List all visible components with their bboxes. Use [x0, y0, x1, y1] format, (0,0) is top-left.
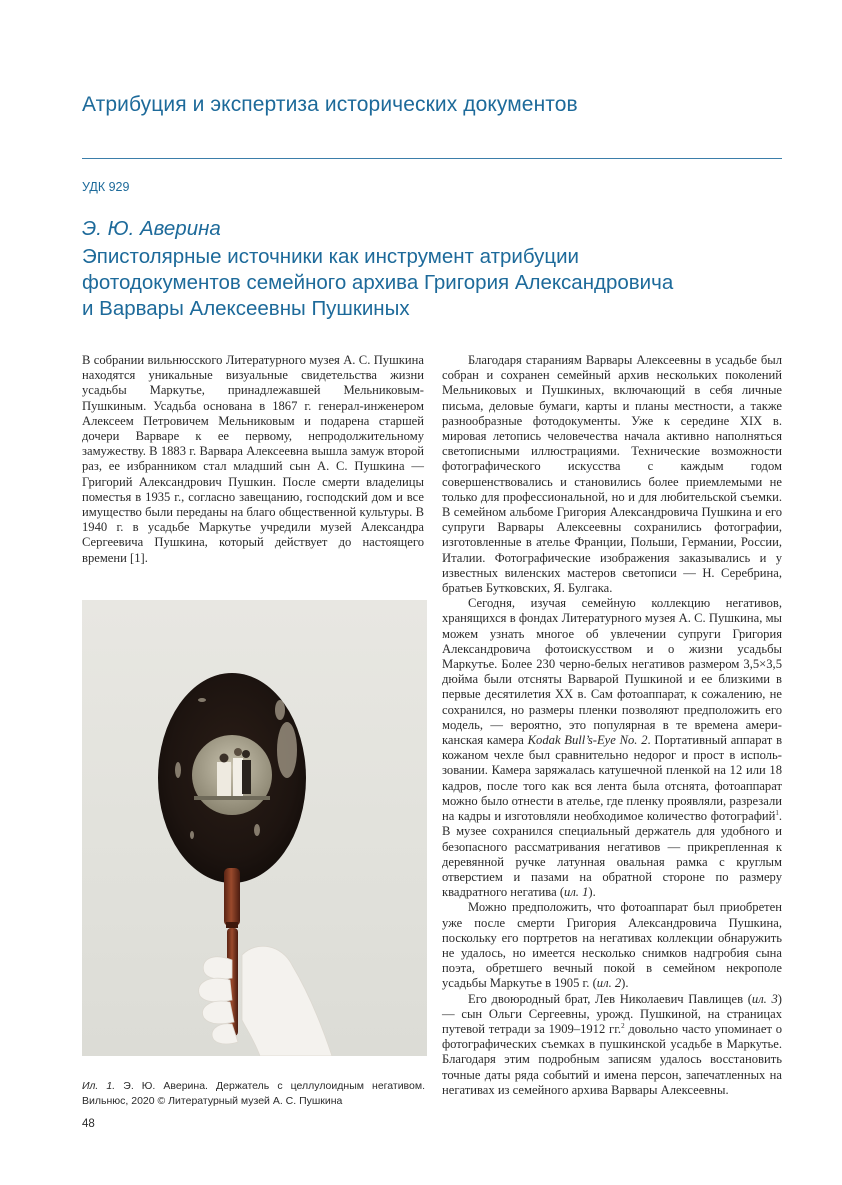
body-paragraph [442, 900, 782, 991]
figure-ref[interactable]: ил. 1 [564, 885, 589, 900]
text-run: Можно предположить, что фотоаппарат был приобретен уже после смерти Григория Александровича Пушкина, поскольку его портретов на негативах коллекции обнаружить не удалось, но имеется несколько снимков надгробия сына поэта, обретшего вечный покой в семейном некрополе усадьбы Маркутье в 1905 г. ( [442, 900, 782, 991]
article-title [82, 244, 782, 322]
round-negative [192, 735, 272, 815]
footnote-ref[interactable]: 2 [621, 1021, 625, 1030]
white-glove [199, 946, 332, 1056]
text-run: Сегодня, изучая семейную коллекцию негативов, хранящихся в фондах Литературного музея А. С. Пушкина, мы можем узнать многое об увлечении супруги Григория Александровича фотоискусством и о жизни усадьбы Маркутье. Более 230 черно-белых негативов размером 3,5×3,5 дюйма были отсняты Варварой Пушкиной и ее близкими в первые десятилетия XX в. Сам фотоаппарат, к сожалению, не сохранился, но размеры пленки позволяют предположить его модель, — вероятно, это популярная в те времена американская камера [442, 596, 782, 748]
udk-code: УДК 929 [82, 180, 130, 194]
header-divider [82, 158, 782, 159]
camera-model: Kodak Bull’s-Eye No. 2 [527, 733, 648, 748]
text-run: ). [588, 885, 596, 900]
figure-ref[interactable]: ил. 2 [596, 976, 622, 991]
text-run: довольно часто упоминает о фотографических съемках в пушкинской усадьбе в Маркутье. Благодаря этим подробным записям удалось восстановить точные даты ряда событий и имена персон, запечатленных на негативах из семейного архива Варвары Алексеевны. [442, 1021, 782, 1097]
text-run: Его двоюродный брат, Лев Николаевич Павлищев ( [468, 991, 752, 1006]
figure-ref[interactable]: ил. 3 [751, 991, 778, 1006]
footnote-ref[interactable]: 1 [775, 808, 779, 817]
body-paragraph: Благодаря стараниям Варвары Алексеевны в усадьбе был собран и сохранен семейный архив нескольких поколений Мельниковых и Пушкиных, включающий в себя личные письма, деловые бумаги, карты и планы местности, а также разнообразные фотодокументы. Уже к середине XIX в. мировая летопись человечества начала активно наполняться светописными иллюстрациями. Технические возможности фотографического искусства с каждым годом совершенствовались и становились более приемлемыми не только для профессиональной, но и для любительской съемки. В семейном альбоме Григория Александровича Пушкина и его супруги Варвары Алексеевны сохранились фотографии, изготовленные в ателье Франции, Польши, Германии, России, Италии. Фотографические изображения заказывались и у известных виленских мастеров светописи — Н. Серебрина, братьев Бутковских, Я. Булгака. [442, 353, 782, 596]
text-run: . В музее сохранился специальный держатель для удобного и безопасного рассматривания негативов — прикрепленная к деревянной ручке латунная овальная рамка с круглым отверстием и пазами на обратной стороне по размеру квадратного негатива ( [442, 809, 782, 900]
caption-text: Э. Ю. Аверина. Держатель с целлулоидным негативом. Вильнюс, 2020 © Литературный музей А. С. Пушкина [82, 1080, 425, 1107]
caption-label: Ил. 1. [82, 1080, 116, 1092]
body-paragraph [442, 596, 782, 900]
intro-paragraph: В собрании вильнюсского Литературного музея А. С. Пушкина находятся уникальные визуальные свидетельства жизни усадьбы Маркутье, принадлежавшей Мельниковым-Пушкиным. Усадьба основана в 1867 г. генерал-инженером Алексеем Петровичем Мельниковым и подарена старшей дочери Варваре к ее первому, непродолжительному замужеству. В 1883 г. Варвара Алексеевна вышла замуж второй раз, ее избранником стал младший сын А. С. Пушкина — Григорий Александрович Пушкин. После смерти владелицы поместья в 1935 г., согласно завещанию, господский дом и все имущество были переданы на благо общественной культуры. В 1940 г. в усадьбе Маркутье учредили музей Александра Сергеевича Пушкина, который действует до настоящего времени [1]. [82, 353, 424, 565]
right-column [442, 353, 782, 1098]
body-paragraph [442, 992, 782, 1098]
text-run: . Портативный аппарат в кожаном чехле был сравнительно недорог и прост в использовании. Камера заряжалась катушечной пленкой на 12 или 18 кадров, после того как вся лента была отснята, фотоаппарат можно было отнести в ателье, где пленку проявляли, разрезали на кадры и изготовляли необходимое количество фотографий [442, 733, 783, 824]
negative-holder-illustration [82, 600, 427, 1056]
section-title: Атрибуция и экспертиза исторических документов [82, 93, 578, 116]
text-run: ) — сын Ольги Сергеевны, урожд. Пушкиной, на страницах путевой тетради за 1909–1912 гг. [442, 991, 782, 1036]
left-column [82, 353, 424, 566]
handle-upper [224, 868, 240, 926]
figure-photo [82, 600, 427, 1056]
text-run: ). [621, 976, 629, 991]
article-title-line: и Варвары Алексеевны Пушкиных [82, 297, 410, 320]
article-title-line: Эпистолярные источники как инструмент атрибуции [82, 245, 580, 268]
article-title-line: фотодокументов семейного архива Григория Александровича [82, 271, 674, 294]
page-number: 48 [82, 1118, 95, 1130]
article-author: Э. Ю. Аверина [82, 217, 221, 240]
figure-caption [82, 1079, 425, 1109]
